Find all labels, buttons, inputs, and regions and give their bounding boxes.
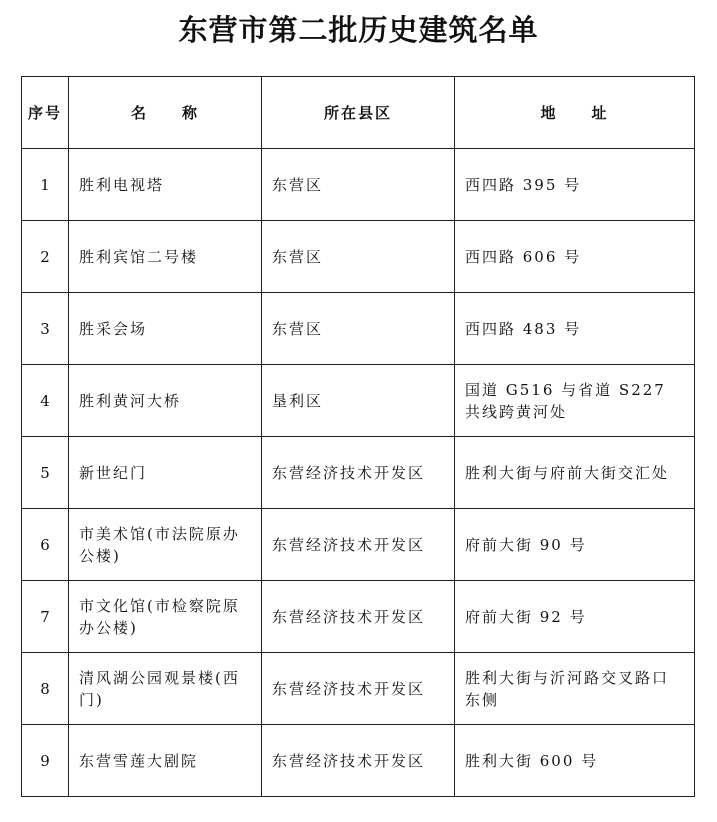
cell-district: 垦利区 xyxy=(262,365,455,437)
cell-district: 东营区 xyxy=(262,149,455,221)
cell-name: 胜利电视塔 xyxy=(69,149,262,221)
cell-address: 胜利大街与府前大街交汇处 xyxy=(455,437,695,509)
table-row xyxy=(22,149,695,221)
table-row xyxy=(22,437,695,509)
cell-name: 市美术馆(市法院原办公楼) xyxy=(69,509,262,581)
cell-district: 东营经济技术开发区 xyxy=(262,509,455,581)
cell-name: 胜利黄河大桥 xyxy=(69,365,262,437)
cell-address: 胜利大街与沂河路交叉路口东侧 xyxy=(455,653,695,725)
table-row xyxy=(22,581,695,653)
cell-seq: 9 xyxy=(22,725,69,797)
table-row xyxy=(22,293,695,365)
cell-district: 东营经济技术开发区 xyxy=(262,437,455,509)
header-seq: 序号 xyxy=(22,77,69,149)
cell-seq: 3 xyxy=(22,293,69,365)
table-header-row xyxy=(22,77,695,149)
cell-name: 东营雪莲大剧院 xyxy=(69,725,262,797)
cell-district: 东营区 xyxy=(262,221,455,293)
cell-name: 新世纪门 xyxy=(69,437,262,509)
cell-district: 东营经济技术开发区 xyxy=(262,653,455,725)
cell-seq: 8 xyxy=(22,653,69,725)
cell-seq: 6 xyxy=(22,509,69,581)
cell-seq: 2 xyxy=(22,221,69,293)
cell-seq: 5 xyxy=(22,437,69,509)
cell-name: 胜利宾馆二号楼 xyxy=(69,221,262,293)
cell-name: 清风湖公园观景楼(西门) xyxy=(69,653,262,725)
table-row xyxy=(22,725,695,797)
table-row xyxy=(22,509,695,581)
cell-address: 西四路 483 号 xyxy=(455,293,695,365)
header-name: 名 称 xyxy=(69,77,262,149)
cell-address: 西四路 395 号 xyxy=(455,149,695,221)
cell-address: 国道 G516 与省道 S227 共线跨黄河处 xyxy=(455,365,695,437)
cell-district: 东营经济技术开发区 xyxy=(262,725,455,797)
cell-address: 西四路 606 号 xyxy=(455,221,695,293)
table-row xyxy=(22,653,695,725)
cell-district: 东营区 xyxy=(262,293,455,365)
cell-address: 府前大街 92 号 xyxy=(455,581,695,653)
cell-seq: 7 xyxy=(22,581,69,653)
header-address: 地 址 xyxy=(455,77,695,149)
table-row xyxy=(22,365,695,437)
cell-seq: 4 xyxy=(22,365,69,437)
cell-address: 府前大街 90 号 xyxy=(455,509,695,581)
cell-name: 胜采会场 xyxy=(69,293,262,365)
cell-address: 胜利大街 600 号 xyxy=(455,725,695,797)
table-row xyxy=(22,221,695,293)
historic-buildings-table xyxy=(21,76,695,797)
cell-district: 东营经济技术开发区 xyxy=(262,581,455,653)
cell-name: 市文化馆(市检察院原办公楼) xyxy=(69,581,262,653)
cell-seq: 1 xyxy=(22,149,69,221)
header-district: 所在县区 xyxy=(262,77,455,149)
page-title: 东营市第二批历史建筑名单 xyxy=(178,13,539,47)
